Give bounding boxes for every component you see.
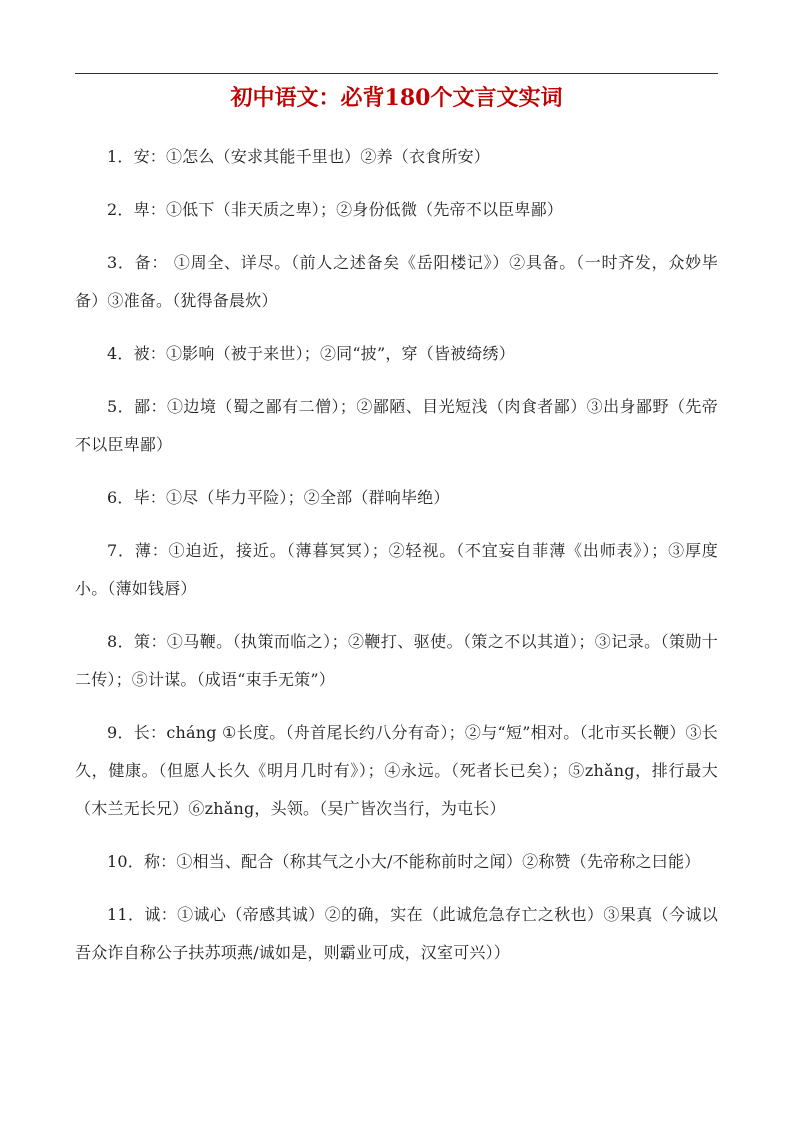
entry-bei-low: 2．卑：①低下（非天质之卑）；②身份低微（先帝不以臣卑鄙） xyxy=(107,200,563,219)
entry-cheng-sincere: 11．诚：①诚心（帝感其诚）②的确，实在（此诚危急存亡之秋也）③果真（今诚以吾众诈自称公子扶苏项燕/诚如是，则霸业可成，汉室可兴）） xyxy=(75,905,718,962)
entry-bei-cover: 4．被：①影响（被于来世）；②同“披”，穿（皆被绮绣） xyxy=(107,344,515,363)
entry-an: 1．安：①怎么（安求其能千里也）②养（衣食所安） xyxy=(107,147,490,166)
entry-bi-finish: 6．毕：①尽（毕力平险）；②全部（群响毕绝） xyxy=(107,488,450,507)
document-body xyxy=(75,138,718,987)
entry-bi-border: 5．鄙：①边境（蜀之鄙有二僧）；②鄙陋、目光短浅（肉食者鄙）③出身鄙野（先帝不以臣卑鄙） xyxy=(75,397,718,454)
entry-cheng-call: 10．称：①相当、配合（称其气之小大/不能称前时之闻）②称赞（先帝称之曰能） xyxy=(107,852,701,871)
entry-bei-prepare: 3．备： ①周全、详尽。（前人之述备矣《岳阳楼记》）②具备。（一时齐发，众妙毕备）③准备。（犹得备晨炊） xyxy=(75,253,718,310)
entry-chang: 9．长：cháng ①长度。（舟首尾长约八分有奇）；②与“短”相对。（北市买长鞭）③长久，健康。（但愿人长久《明月几时有》）；④永远。（死者长已矣）；⑤zhǎng，排行最大（木兰无长兄）⑥zhǎng，头领。（吴广皆次当行，为屯长） xyxy=(75,723,718,818)
entry-bo: 7．薄：①迫近，接近。（薄暮冥冥）；②轻视。（不宜妄自菲薄《出师表》）；③厚度小。（薄如钱唇） xyxy=(75,541,718,598)
document-title: 初中语文：必背180个文言文实词 xyxy=(230,85,563,111)
header-rule xyxy=(75,73,718,74)
entry-ce: 8．策：①马鞭。（执策而临之）；②鞭打、驱使。（策之不以其道）；③记录。（策勋十二传）；⑤计谋。（成语“束手无策”） xyxy=(75,632,718,689)
